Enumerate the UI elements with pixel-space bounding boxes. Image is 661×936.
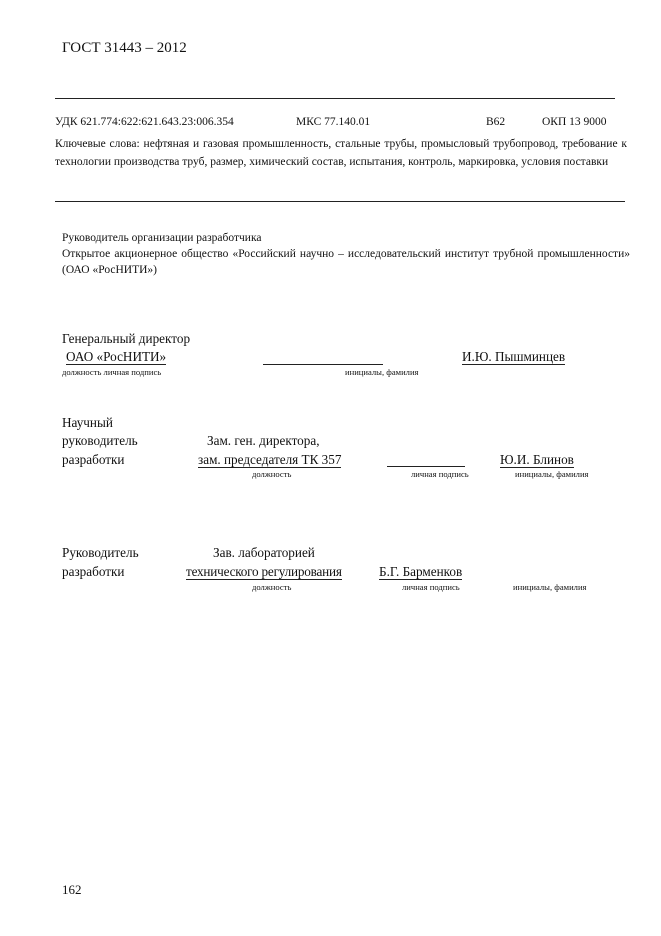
sig2-role-line1: Научный — [62, 415, 113, 430]
sig3-position-line1: Зав. лабораторией — [213, 545, 315, 560]
sig2-caption-position: должность — [252, 469, 292, 479]
sig3-caption-position: должность — [252, 582, 292, 592]
developer-org: Открытое акционерное общество «Российский научно – исследовательский институт трубной промышленности» (ОАО «РосНИТИ») — [62, 248, 630, 276]
sig1-name: И.Ю. Пышминцев — [462, 349, 566, 364]
sig2-name: Ю.И. Блинов — [500, 452, 574, 467]
sig3-role-line2: разработки — [62, 564, 125, 579]
keywords-rule — [55, 201, 625, 202]
sig2-caption-name: инициалы, фамилия — [515, 469, 589, 479]
top-rule — [55, 98, 615, 99]
okp-code: ОКП 13 9000 — [542, 116, 607, 128]
sig3-role-line1: Руководитель — [62, 545, 139, 560]
sig2-position-line1: Зам. ген. директора, — [207, 433, 320, 448]
group-code: В62 — [486, 116, 506, 128]
sig1-caption-right: инициалы, фамилия — [345, 367, 419, 377]
sig2-role-line2: руководитель — [62, 433, 138, 448]
udk-code: УДК 621.774:622:621.643.23:006.354 — [55, 116, 234, 128]
mks-code: МКС 77.140.01 — [296, 116, 371, 128]
sig3-position-line2: технического регулирования — [186, 564, 342, 579]
sig2-signature-line — [387, 466, 465, 467]
sig1-signature-line — [263, 364, 383, 365]
sig2-role-line3: разработки — [62, 452, 125, 467]
page-number: 162 — [62, 882, 82, 897]
sig1-caption-left: должность личная подпись — [62, 367, 162, 377]
sig1-title: Генеральный директор — [62, 331, 191, 346]
keywords-paragraph: Ключевые слова: нефтяная и газовая промышленность, стальные трубы, промысловый трубопровод, требование к технологии производства труб, размер, химический состав, испытания, контроль, маркировка, условия поставки — [55, 138, 627, 168]
sig1-org: ОАО «РосНИТИ» — [66, 349, 167, 364]
sig3-caption-signature: личная подпись — [402, 582, 460, 592]
sig3-caption-name: инициалы, фамилия — [513, 582, 587, 592]
standard-header: ГОСТ 31443 – 2012 — [62, 40, 187, 56]
sig2-position-line2: зам. председателя ТК 357 — [198, 452, 342, 467]
sig3-name: Б.Г. Барменков — [379, 564, 463, 579]
developer-heading: Руководитель организации разработчика — [62, 232, 262, 244]
sig2-caption-signature: личная подпись — [411, 469, 469, 479]
